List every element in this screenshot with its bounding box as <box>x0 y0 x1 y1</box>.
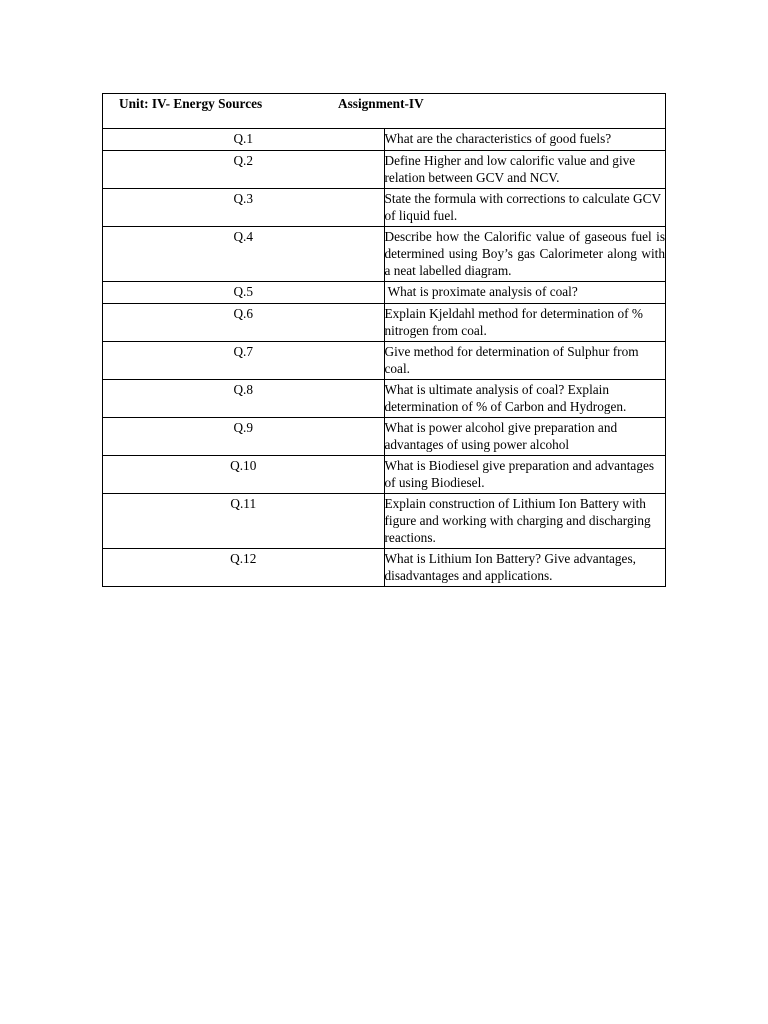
question-number: Q.12 <box>103 549 385 587</box>
question-number: Q.1 <box>103 129 385 151</box>
question-number: Q.5 <box>103 282 385 304</box>
question-text: Define Higher and low calorific value and give relation between GCV and NCV. <box>384 151 666 189</box>
question-row-2 <box>103 151 666 189</box>
question-row-12 <box>103 549 666 587</box>
question-text: Explain construction of Lithium Ion Battery with figure and working with charging and discharging reactions. <box>384 494 666 549</box>
question-number: Q.4 <box>103 227 385 282</box>
question-number: Q.11 <box>103 494 385 549</box>
question-number: Q.10 <box>103 456 385 494</box>
question-row-4 <box>103 227 666 282</box>
question-row-8 <box>103 380 666 418</box>
question-text: What is power alcohol give preparation and advantages of using power alcohol <box>384 418 666 456</box>
question-text: Give method for determination of Sulphur from coal. <box>384 342 666 380</box>
question-text: What are the characteristics of good fuels? <box>384 129 666 151</box>
question-number: Q.6 <box>103 304 385 342</box>
question-text: What is Lithium Ion Battery? Give advantages, disadvantages and applications. <box>384 549 666 587</box>
question-row-9 <box>103 418 666 456</box>
question-text: What is proximate analysis of coal? <box>384 282 666 304</box>
assignment-table <box>102 93 666 587</box>
question-text: Explain Kjeldahl method for determination of % nitrogen from coal. <box>384 304 666 342</box>
question-row-3 <box>103 189 666 227</box>
question-row-10 <box>103 456 666 494</box>
question-number: Q.7 <box>103 342 385 380</box>
question-number: Q.9 <box>103 418 385 456</box>
header-row <box>103 94 666 129</box>
question-number: Q.3 <box>103 189 385 227</box>
question-row-6 <box>103 304 666 342</box>
question-row-11 <box>103 494 666 549</box>
question-text: What is Biodiesel give preparation and advantages of using Biodiesel. <box>384 456 666 494</box>
question-text: State the formula with corrections to calculate GCV of liquid fuel. <box>384 189 666 227</box>
unit-title: Unit: IV- Energy Sources <box>119 96 263 111</box>
question-row-1 <box>103 129 666 151</box>
assignment-sheet <box>102 93 666 587</box>
question-text: Describe how the Calorific value of gaseous fuel is determined using Boy’s gas Calorimeter along with a neat labelled diagram. <box>384 227 666 282</box>
question-number: Q.8 <box>103 380 385 418</box>
question-row-5 <box>103 282 666 304</box>
question-row-7 <box>103 342 666 380</box>
question-text: What is ultimate analysis of coal? Explain determination of % of Carbon and Hydrogen. <box>384 380 666 418</box>
question-number: Q.2 <box>103 151 385 189</box>
header-cell <box>103 94 666 129</box>
assignment-title: Assignment-IV <box>338 96 424 111</box>
